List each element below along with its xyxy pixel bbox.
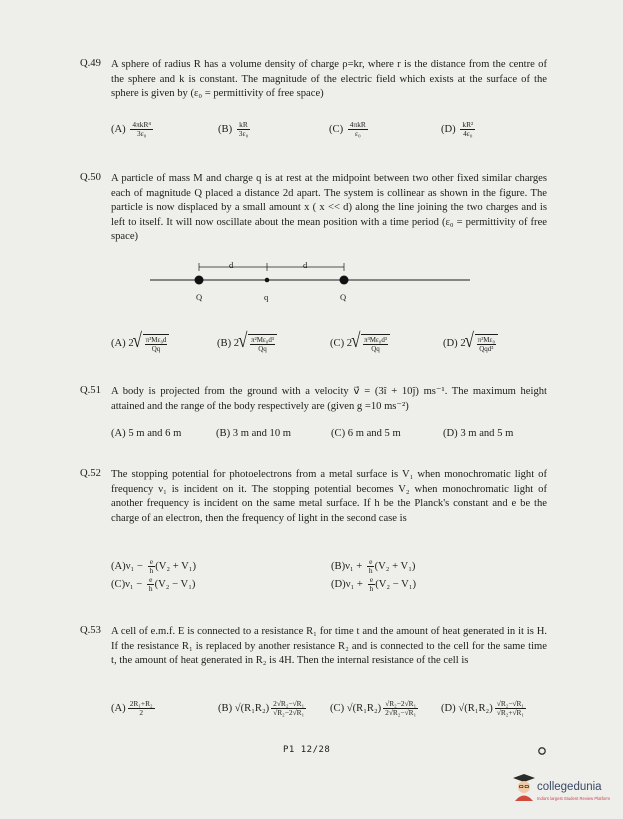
fraction-denominator: h [148, 584, 153, 593]
q53-number: Q.53 [80, 625, 101, 636]
q51-option-a: (A) 5 m and 6 m [111, 428, 182, 439]
fraction-numerator: kR² [462, 120, 474, 129]
radicand-numerator: √ π²Mε₀ [477, 336, 495, 344]
q53-option-d [441, 700, 526, 717]
d-left-label: d [229, 260, 234, 270]
q50-option-b [217, 334, 277, 353]
fraction-numerator: e [369, 575, 373, 584]
option-prefix: √(R₁R₂) [458, 702, 493, 714]
q52-number: Q.52 [80, 468, 101, 479]
q50-option-d [443, 334, 498, 353]
option-label: (A) 2 [111, 337, 134, 349]
option-suffix: (V₂ − V₁) [154, 578, 196, 590]
q52-option-b [331, 558, 415, 575]
fraction-numerator: e [149, 557, 153, 566]
fraction-numerator: √R₂−√R₁ [496, 699, 525, 708]
option-label: (B) [218, 702, 233, 714]
fraction-denominator: h [369, 584, 374, 593]
fraction-denominator: ε₀ [354, 129, 361, 138]
charge-left-label: Q [196, 292, 203, 302]
charge-right-label: Q [340, 292, 347, 302]
q49-option-c [329, 121, 368, 138]
q51-option-d: (D) 3 m and 5 m [443, 428, 514, 439]
q50-text: A particle of mass M and charge q is at rest at the midpoint between two other fixed similar charges each of magnitude Q placed a distance 2d apart. The system is collinear as shown in the figure. The particle is now displaced by a small amount x ( x << d) along the line joining the two charges and is left to itself. It will now oscillate about the mean position with a time period (ε₀ = permittivity of free space) [111, 173, 547, 243]
fraction-numerator: √R₂−2√R₁ [385, 699, 417, 708]
option-suffix: (V₂ + V₁) [374, 560, 416, 572]
option-label: (C) [111, 578, 126, 590]
fraction-denominator: h [368, 566, 373, 575]
q49-option-b [218, 121, 250, 138]
fraction-denominator: 4ε₀ [463, 129, 473, 138]
radicand-denominator: Qq [151, 345, 161, 353]
q52-text: The stopping potential for photoelectrons from a metal surface is V₁ when monochromatic light of frequency ν₁ is incident on it. The stopping potential becomes V₂ when monochromatic light of another frequency is incident on the same metal surface. If h be the Planck's constant and e be the charge of an electron, then the frequency of light in the second case is [111, 469, 547, 524]
q52-option-d [331, 576, 416, 593]
q53-option-b [218, 700, 306, 717]
q49-option-a [111, 121, 153, 138]
q50-number: Q.50 [80, 172, 101, 183]
q50-option-c [330, 334, 390, 353]
fraction-numerator: e [149, 575, 153, 584]
fraction-numerator: e [369, 557, 373, 566]
brand-tagline: India's largest Student Review Platform [537, 796, 610, 801]
q51-number: Q.51 [80, 385, 101, 396]
radicand-numerator: √ π³Mε₀d³ [364, 336, 387, 344]
d-right-label: d [303, 260, 308, 270]
option-label: (D) [441, 123, 456, 135]
q53-option-c [330, 700, 418, 717]
option-label: (D) 2 [443, 337, 466, 349]
radicand-numerator: √ π³Mε₀d [145, 336, 167, 344]
option-prefix: √(R₁R₂) [346, 702, 382, 714]
option-label: (C) [329, 123, 344, 135]
option-suffix: (V₂ − V₁) [375, 578, 417, 590]
fraction-numerator: 4πkR [349, 120, 366, 129]
option-label: (A) [111, 702, 126, 714]
q49-number: Q.49 [80, 58, 101, 69]
q49-option-d [441, 121, 475, 138]
q52-option-a [111, 558, 196, 575]
option-prefix: ν₁ + [345, 578, 366, 590]
option-prefix: ν₁ − [125, 578, 145, 590]
page-number: P1 12/28 [283, 745, 331, 755]
option-label: (B) 2 [217, 337, 240, 349]
radicand-numerator: √ π²Mε₀d³ [251, 336, 274, 344]
fraction-denominator: h [149, 566, 154, 575]
q53-option-a [111, 700, 155, 717]
option-label: (C) [330, 702, 345, 714]
q51-option-b: (B) 3 m and 10 m [216, 428, 292, 439]
option-prefix: ν₁ + [345, 560, 365, 572]
fraction-denominator: 2√R₂−√R₁ [385, 708, 417, 717]
q49-text: A sphere of radius R has a volume density of charge ρ=kr, where r is the distance from the centre of the sphere and k is constant. The magnitude of the electric field which exists at the surface of the sphere is given by (ε₀ = permittivity of free space) [111, 59, 547, 100]
gear-icon [537, 746, 547, 756]
fraction-numerator: 2R₁+R₂ [129, 699, 153, 708]
fraction-numerator: 4πkR⁴ [132, 120, 152, 129]
fraction-numerator: kR [239, 120, 248, 129]
option-label: (C) 2 [330, 337, 353, 349]
option-suffix: (V₂ + V₁) [155, 560, 197, 572]
fraction-denominator: 3ε₀ [238, 129, 249, 138]
q51-option-c: (C) 6 m and 5 m [331, 428, 401, 439]
option-prefix: √(R₁R₂) [234, 702, 270, 714]
radicand-denominator: Qq [371, 345, 380, 353]
q52-option-c [111, 576, 195, 593]
q50-option-a [111, 334, 169, 353]
option-label: (A) [111, 560, 126, 572]
graduate-avatar-icon [512, 773, 536, 801]
fraction-denominator: 2 [139, 708, 144, 717]
charge-left-dot [195, 276, 204, 285]
fraction-denominator: √R₂−2√R₁ [273, 708, 305, 717]
option-label: (D) [331, 578, 346, 590]
fraction-numerator: 2√R₂−√R₁ [273, 699, 305, 708]
brand-name: collegedunia [537, 781, 602, 793]
option-label: (B) [218, 123, 233, 135]
charge-mid-label: q [264, 292, 269, 302]
charge-mid-dot [265, 278, 270, 283]
option-label: (D) [441, 702, 456, 714]
q53-text: A cell of e.m.f. E is connected to a resistance R₁ for time t and the amount of heat generated in it is H. If the resistance R₁ is replaced by another resistance R₂ and is connected to the cell for the same time t, the amount of heat generated in R₂ is 4H. Then the internal resistance of the cell is [111, 626, 547, 667]
fraction-denominator: √R₂+√R₁ [496, 708, 525, 717]
option-label: (B) [331, 560, 346, 572]
charge-right-dot [340, 276, 349, 285]
option-label: (A) [111, 123, 126, 135]
fraction-denominator: 3ε₀ [137, 129, 147, 138]
radicand-denominator: Qq [258, 345, 267, 353]
option-prefix: ν₁ − [125, 560, 146, 572]
radicand-denominator: Qqd³ [479, 345, 494, 353]
q51-text: A body is projected from the ground with a velocity v⃗ = (3î + 10ĵ) ms⁻¹. The maximum height attained and the range of the body respectively are (given g =10 ms⁻²) [111, 386, 547, 412]
